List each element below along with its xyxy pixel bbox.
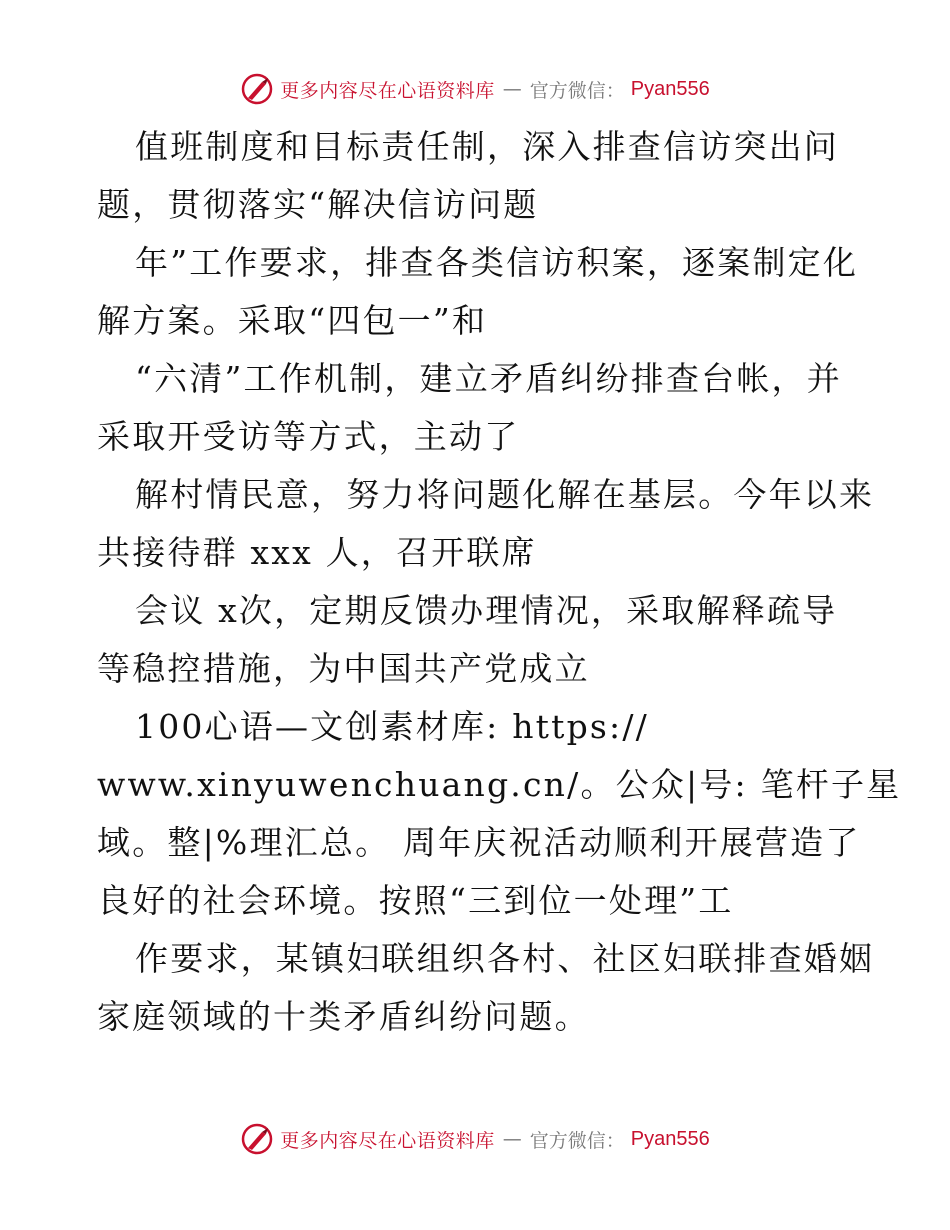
footer-watermark-banner	[0, 1122, 950, 1156]
header-wechat-id: Pyan556	[630, 77, 710, 100]
body-line-7: 解村情民意，努力将问题化解在基层。今年以来	[135, 475, 875, 514]
header-wechat-label: 官方微信：	[529, 79, 625, 102]
footer-watermark-text: 更多内容尽在心语资料库	[280, 1129, 495, 1152]
body-line-5: “六清”工作机制，建立矛盾纠纷排查台帐，并	[135, 359, 842, 398]
body-line-11: 100心语—文创素材库: https://	[135, 707, 649, 746]
quill-logo-icon	[240, 1122, 274, 1156]
body-line-4: 解方案。采取“四包一”和	[97, 301, 488, 340]
quill-logo-icon	[240, 72, 274, 106]
body-line-1: 值班制度和目标责任制，深入排查信访突出问	[135, 127, 839, 166]
header-watermark-banner	[0, 72, 950, 106]
footer-wechat-label: 官方微信：	[529, 1129, 625, 1152]
body-line-3: 年”工作要求，排查各类信访积案，逐案制定化	[135, 243, 859, 282]
body-line-15: 作要求，某镇妇联组织各村、社区妇联排查婚姻	[135, 939, 875, 978]
body-line-13: 域。整|%理汇总。 周年庆祝活动顺利开展营造了	[97, 823, 861, 862]
document-body	[97, 118, 902, 1046]
header-watermark-dash: —	[502, 78, 522, 100]
body-line-16: 家庭领域的十类矛盾纠纷问题。	[97, 997, 590, 1036]
body-line-10: 等稳控措施，为中国共产党成立	[97, 649, 590, 688]
body-line-9: 会议 x次，定期反馈办理情况，采取解释疏导	[135, 591, 838, 630]
footer-watermark-dash: —	[502, 1128, 522, 1150]
body-line-8: 共接待群 xxx 人，召开联席	[97, 533, 537, 572]
body-line-6: 采取开受访等方式，主动了	[97, 417, 520, 456]
body-line-14: 良好的社会环境。按照“三到位一处理”工	[97, 881, 734, 920]
body-line-2: 题，贯彻落实“解决信访问题	[97, 185, 539, 224]
footer-wechat-id: Pyan556	[630, 1127, 710, 1150]
body-line-12: www.xinyuwenchuang.cn/。公众|号: 笔杆子星	[97, 765, 902, 804]
header-watermark-text: 更多内容尽在心语资料库	[280, 79, 495, 102]
